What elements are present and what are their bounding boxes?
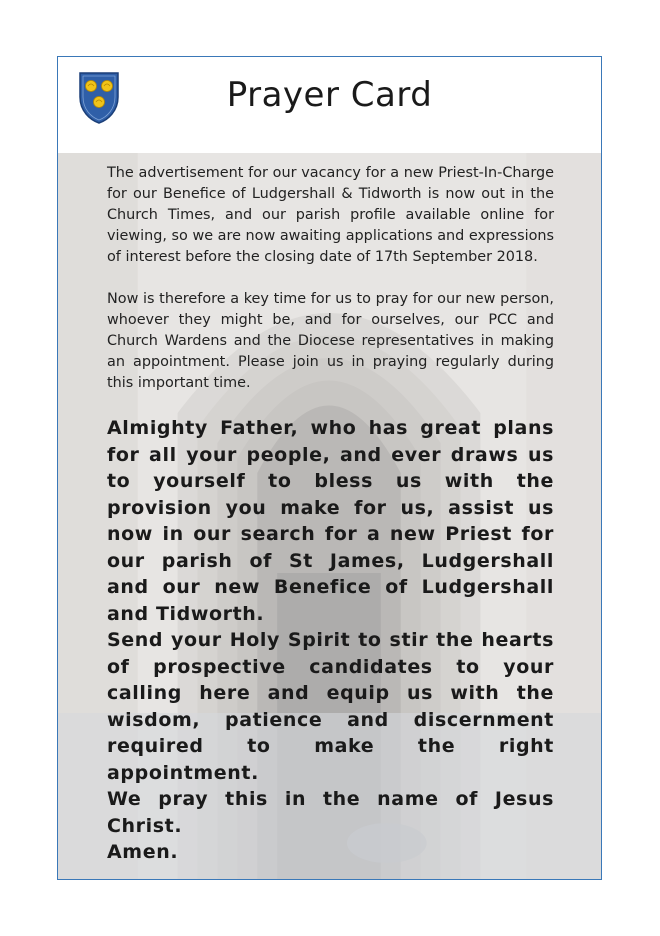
prayer-line: Send your Holy Spirit to stir the hearts of prospective candidates to your calling here and equip us with the wisdom, patience and discernment required to make the right appointment.	[107, 629, 554, 784]
card-body	[107, 163, 554, 866]
card-title: Prayer Card	[226, 75, 433, 115]
card-header	[58, 57, 601, 153]
intro-paragraph-1: The advertisement for our vacancy for a new Priest-In-Charge for our Benefice of Ludgershall & Tidworth is now out in the Church Times, and our parish profile available online for viewing, so we are now awaiting applications and expressions of interest before the closing date of 17th September 2018.	[107, 165, 554, 265]
prayer-line: We pray this in the name of Jesus Christ.	[107, 788, 554, 837]
intro-paragraph-2: Now is therefore a key time for us to pray for our new person, whoever they might be, and for ourselves, our PCC and Church Wardens and the Diocese representatives in making an appointment. Please join us in praying regularly during this important time.	[107, 291, 554, 391]
prayer-amen: Amen.	[107, 841, 179, 863]
prayer-card	[57, 56, 602, 880]
prayer-text	[107, 415, 554, 866]
prayer-line: Almighty Father, who has great plans for all your people, and ever draws us to yourself to bless us with the provision you make for us, assist us now in our search for a new Priest for our parish of St James, Ludgershall and our new Benefice of Ludgershall and Tidworth.	[107, 417, 554, 625]
